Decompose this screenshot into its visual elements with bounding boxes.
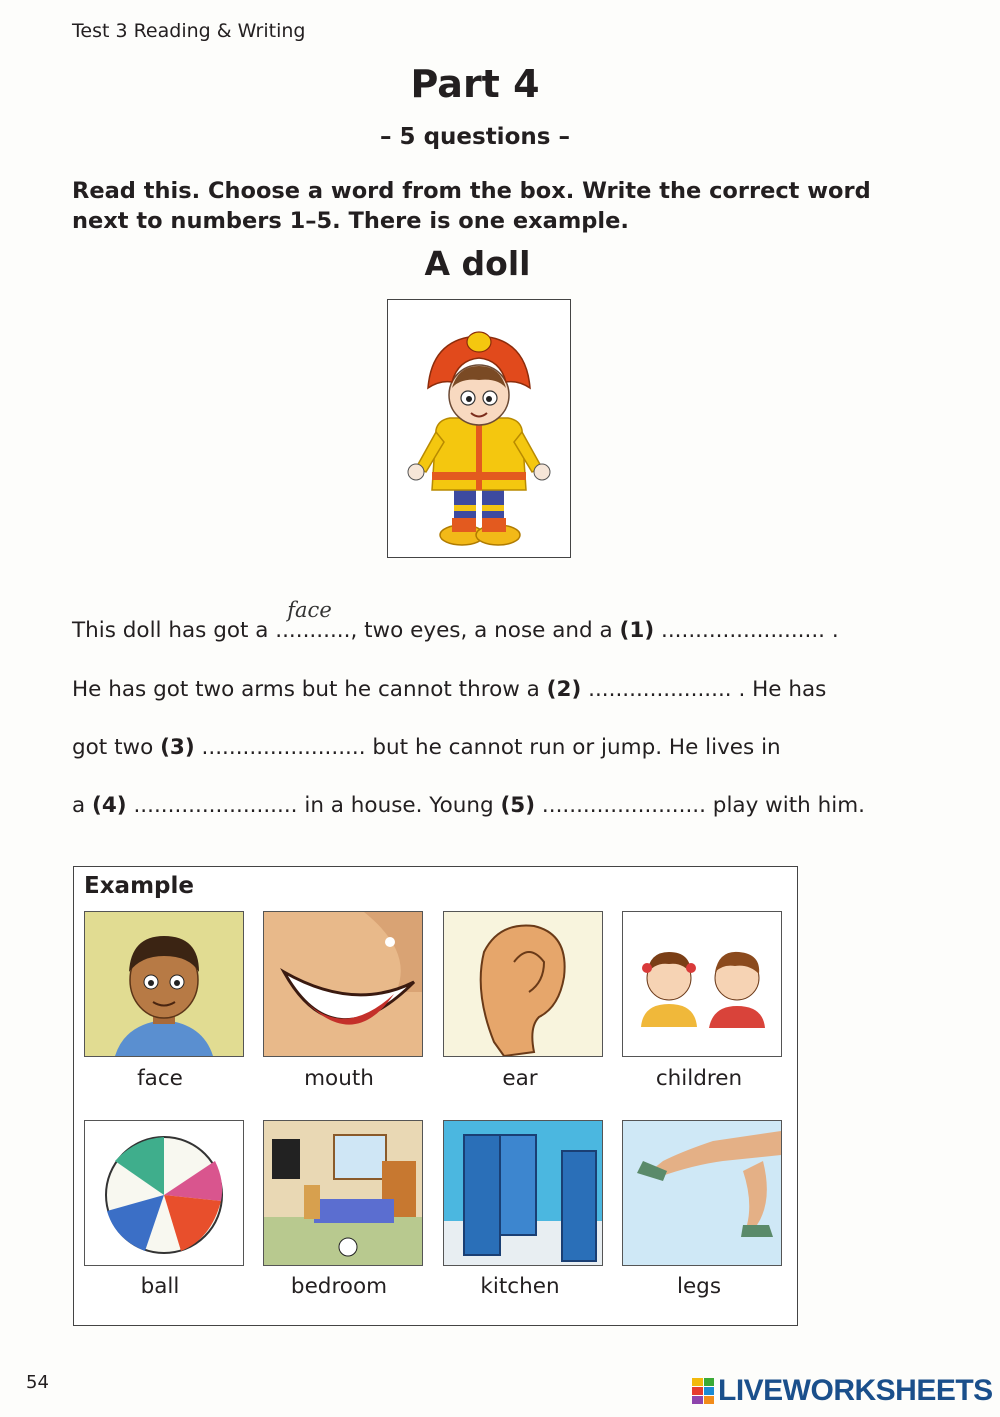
- word-face: face: [137, 1066, 183, 1091]
- question-number-2: (2): [546, 677, 582, 702]
- story-line-2: He has got two arms but he cannot throw a (2) ..................... . He has: [72, 677, 827, 702]
- firefighter-doll-illustration: [388, 300, 570, 557]
- legs-picture: [622, 1120, 782, 1266]
- bedroom-picture: [263, 1120, 423, 1266]
- kitchen-picture: [443, 1120, 603, 1266]
- answer-blank-4[interactable]: ........................: [126, 793, 305, 818]
- ball-picture: [84, 1120, 244, 1266]
- story-title: A doll: [424, 244, 531, 283]
- story-line-1: This doll has got a ........... face , two eyes, a nose and a (1) ........................ .: [72, 598, 839, 643]
- example-answer-handwritten: face: [287, 598, 332, 622]
- ear-picture: [443, 911, 603, 1057]
- part-title: Part 4: [410, 62, 540, 106]
- word-children: children: [655, 1066, 743, 1091]
- section-header: Test 3 Reading & Writing: [72, 20, 306, 42]
- brand-name: LIVEWORKSHEETS: [718, 1374, 993, 1407]
- word-ball: ball: [140, 1274, 180, 1299]
- story-line-3: got two (3) ........................ but he cannot run or jump. He lives in: [72, 735, 781, 760]
- answer-blank-5[interactable]: ........................: [535, 793, 713, 818]
- instructions: Read this. Choose a word from the box. Write the correct word next to numbers 1–5. There is one example.: [72, 178, 871, 234]
- story-line-4: a (4) ........................ in a house. Young (5) ........................ play with him.: [72, 793, 865, 818]
- example-answer-blank: ........... face: [275, 598, 351, 643]
- answer-blank-3[interactable]: ........................: [194, 735, 373, 760]
- liveworksheets-icon: [692, 1378, 714, 1404]
- page-number: 54: [26, 1372, 49, 1393]
- word-legs: legs: [676, 1274, 722, 1299]
- word-ear: ear: [502, 1066, 538, 1091]
- question-number-3: (3): [160, 735, 195, 760]
- word-mouth: mouth: [304, 1066, 374, 1091]
- answer-blank-2[interactable]: .....................: [581, 677, 739, 702]
- doll-picture: [387, 299, 571, 558]
- answer-blank-1[interactable]: ........................ .: [654, 618, 839, 643]
- question-number-4: (4): [92, 793, 127, 818]
- question-number-5: (5): [500, 793, 536, 818]
- face-picture: [84, 911, 244, 1057]
- example-label: Example: [84, 873, 194, 899]
- liveworksheets-logo: [692, 1374, 993, 1408]
- children-picture: [622, 911, 782, 1057]
- part-subtitle: – 5 questions –: [380, 124, 570, 150]
- word-bedroom: bedroom: [290, 1274, 388, 1299]
- mouth-picture: [263, 911, 423, 1057]
- question-number-1: (1): [619, 618, 655, 643]
- word-kitchen: kitchen: [480, 1274, 560, 1299]
